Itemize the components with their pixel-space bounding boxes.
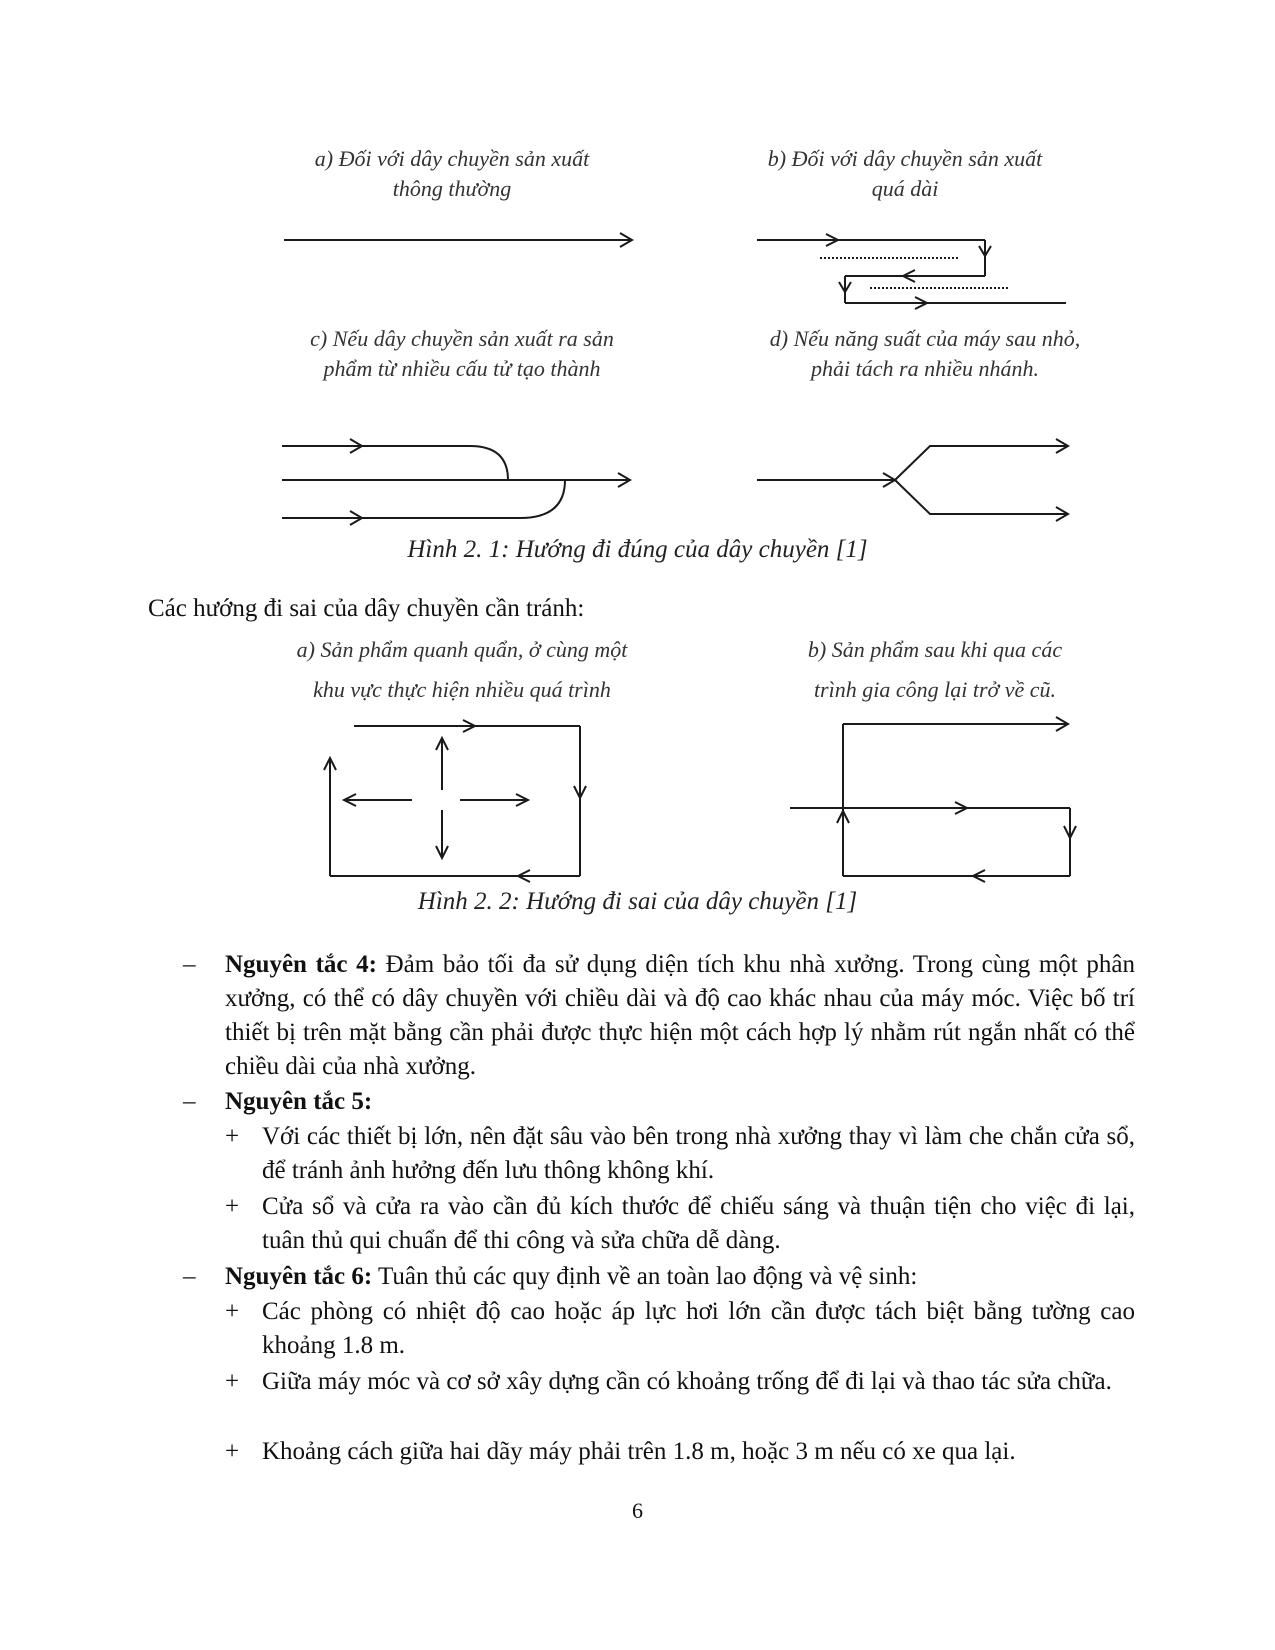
fig1-b-folded-line — [757, 234, 1066, 309]
principle-4-text: Đảm bảo tối đa sử dụng diện tích khu nhà xưởng. Trong cùng một phân xưởng, có thể có dây chuyền với chiều dài và độ cao khác nhau của máy móc. Việc bố trí thiết bị trên mặt bằng cần phải được thực hiện một cách hợp lý nhằm rút ngắn nhất có thể chiều dài của nhà xưởng. — [225, 951, 1135, 1080]
principle-4-label: Nguyên tắc 4: — [225, 951, 377, 978]
principle-6-item: Khoảng cách giữa hai dãy máy phải trên 1.8 m, hoặc 3 m nếu có xe qua lại. — [262, 1438, 1016, 1465]
principle-6-item: Các phòng có nhiệt độ cao hoặc áp lực hơi lớn cần được tách biệt bằng tường cao khoảng 1.8 m. — [262, 1298, 1135, 1359]
bullet-plus: + — [225, 1193, 240, 1220]
wrong-directions-intro: Các hướng đi sai của dây chuyền cần tránh: — [148, 595, 585, 622]
principle-6-label: Nguyên tắc 6: — [225, 1263, 373, 1290]
principle-6-item: Giữa máy móc và cơ sở xây dựng cần có khoảng trống để đi lại và thao tác sửa chữa. — [262, 1368, 1112, 1395]
page-number: 6 — [632, 1498, 643, 1523]
principle-6-text: Tuân thủ các quy định về an toàn lao động và vệ sinh: — [372, 1263, 918, 1290]
figure-2-1-caption: Hình 2. 1: Hướng đi đúng của dây chuyền [1] — [407, 536, 868, 563]
bullet-plus: + — [225, 1438, 240, 1465]
principle-5-item: Với các thiết bị lớn, nên đặt sâu vào bên trong nhà xưởng thay vì làm che chắn cửa sổ, để tránh ảnh hưởng đến lưu thông không khí. — [262, 1123, 1135, 1184]
principle-5 — [225, 1085, 1135, 1119]
principle-4 — [225, 948, 1135, 1084]
fig2-b-caption: b) Sản phẩm sau khi qua các trình gia công lại trở về cũ. — [807, 637, 1063, 702]
fig1-d-branch — [757, 439, 1068, 521]
fig1-a-arrow — [284, 233, 632, 247]
bullet-dash: – — [183, 1088, 196, 1115]
bullet-plus: + — [225, 1368, 240, 1395]
fig1-c-caption: c) Nếu dây chuyền sản xuất ra sản phẩm từ nhiều cấu tử tạo thành — [310, 326, 614, 381]
fig2-b-return — [790, 717, 1076, 882]
principle-6 — [225, 1260, 1135, 1294]
bullet-dash: – — [183, 951, 196, 978]
fig1-a-caption: a) Đối với dây chuyền sản xuất thông thường — [314, 146, 590, 201]
fig2-a-loop — [324, 720, 586, 882]
fig1-d-caption: d) Nếu năng suất của máy sau nhỏ, phải tách ra nhiều nhánh. — [769, 326, 1081, 381]
fig1-c-merge — [282, 439, 630, 525]
bullet-plus: + — [225, 1123, 240, 1150]
principle-5-item: Cửa sổ và cửa ra vào cần đủ kích thước để chiếu sáng và thuận tiện cho việc đi lại, tuân thủ qui chuẩn để thi công và sửa chữa dễ dàng. — [262, 1193, 1135, 1254]
fig1-b-caption: b) Đối với dây chuyền sản xuất quá dài — [767, 146, 1043, 201]
figure-2-2-caption: Hình 2. 2: Hướng đi sai của dây chuyền [1] — [417, 888, 858, 915]
bullet-plus: + — [225, 1298, 240, 1325]
principle-5-label: Nguyên tắc 5: — [225, 1088, 373, 1115]
fig2-a-caption: a) Sản phẩm quanh quẩn, ở cùng một khu vực thực hiện nhiều quá trình — [296, 637, 628, 702]
bullet-dash: – — [183, 1263, 196, 1290]
